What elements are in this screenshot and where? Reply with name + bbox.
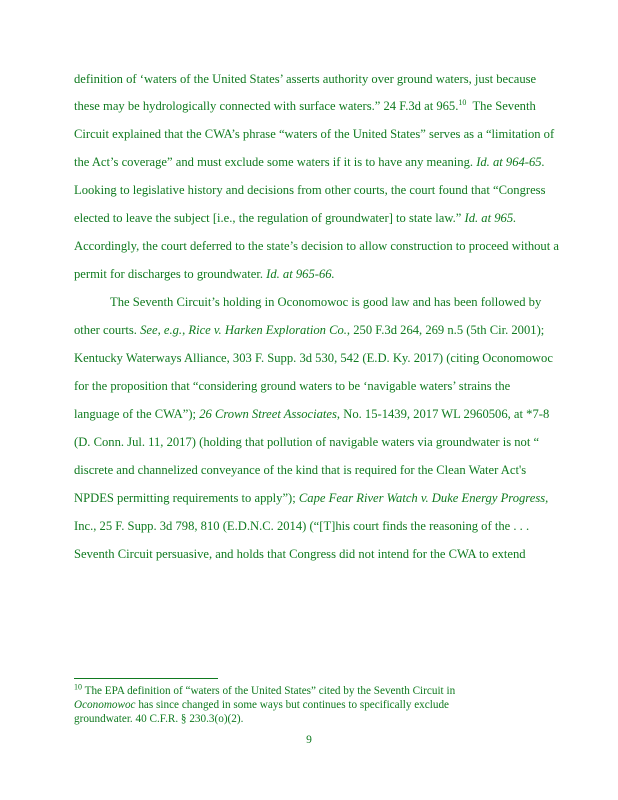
case-name: Oconomowoc [74,699,136,711]
body-line-12: for the proposition that “considering ground waters to be ‘navigable waters’ strains the [74,379,511,393]
case-name: 26 Crown Street Associates [199,407,337,421]
body-line-17: Inc., 25 F. Supp. 3d 798, 810 (E.D.N.C. 2014) (“[T]his court finds the reasoning of the . . . [74,519,530,533]
body-line-1: definition of ‘waters of the United States’ asserts authority over ground waters, just because [74,72,537,86]
body-line-5: Looking to legislative history and decisions from other courts, the court found that “Congress [74,183,546,197]
footnote-line-3: groundwater. 40 C.F.R. § 230.3(o)(2). [74,713,244,725]
id-cite: Id. at 965-66. [266,267,335,281]
body-line-6: elected to leave the subject [i.e., the regulation of groundwater] to state law.” Id. at 965. [74,211,517,225]
page-number: 9 [306,734,312,746]
case-name: Rice v. Harken Exploration Co. [188,323,347,337]
body-line-10: other courts. See, e.g., Rice v. Harken Exploration Co., 250 F.3d 264, 269 n.5 (5th Cir. 2001); [74,323,545,337]
body-line-7: Accordingly, the court deferred to the state’s decision to allow construction to proceed without a [74,239,559,253]
footnote-line-1: $^{10}$ The EPA definition of “waters of the United States” cited by the Seventh Circuit in [74,682,456,697]
body-line-14: (D. Conn. Jul. 11, 2017) (holding that pollution of navigable waters via groundwater is not “ [74,435,540,449]
case-name: Cape Fear River Watch v. Duke Energy Progress, [298,491,549,505]
body-line-13: language of the CWA”); 26 Crown Street Associates, No. 15-1439, 2017 WL 2960506, at *7-8 [74,407,550,421]
body-line-2: these may be hydrologically connected with surface waters.” 24 F.3d at 965.10 The Seventh [74,97,536,113]
body-line-3: Circuit explained that the CWA’s phrase “waters of the United States” serves as a “limitation of [74,127,555,141]
id-cite: Id. at 964-65. [476,155,545,169]
footnote-line-2: Oconomowoc has since changed in some ways but continues to specifically exclude [74,699,449,711]
footnote-separator [74,678,218,679]
id-cite: Id. at 965. [464,211,517,225]
body-line-8: permit for discharges to groundwater. Id. at 965-66. [74,267,335,281]
footnote-ref: 10 [458,97,467,107]
body-line-16: NPDES permitting requirements to apply”); Cape Fear River Watch v. Duke Energy Progress, [74,491,549,505]
footnote-number: 10 [74,682,82,692]
body-line-4: the Act’s coverage” and must exclude some waters if it is to have any meaning. Id. at 964-65. [74,155,545,169]
body-line-9: The Seventh Circuit’s holding in Oconomowoc is good law and has been followed by [110,295,542,309]
body-line-11: Kentucky Waterways Alliance, 303 F. Supp. 3d 530, 542 (E.D. Ky. 2017) (citing Oconomowoc [74,351,553,365]
body-line-18: Seventh Circuit persuasive, and holds that Congress did not intend for the CWA to extend [74,547,526,561]
body-line-15: discrete and channelized conveyance of the kind that is required for the Clean Water Act's [74,463,527,477]
